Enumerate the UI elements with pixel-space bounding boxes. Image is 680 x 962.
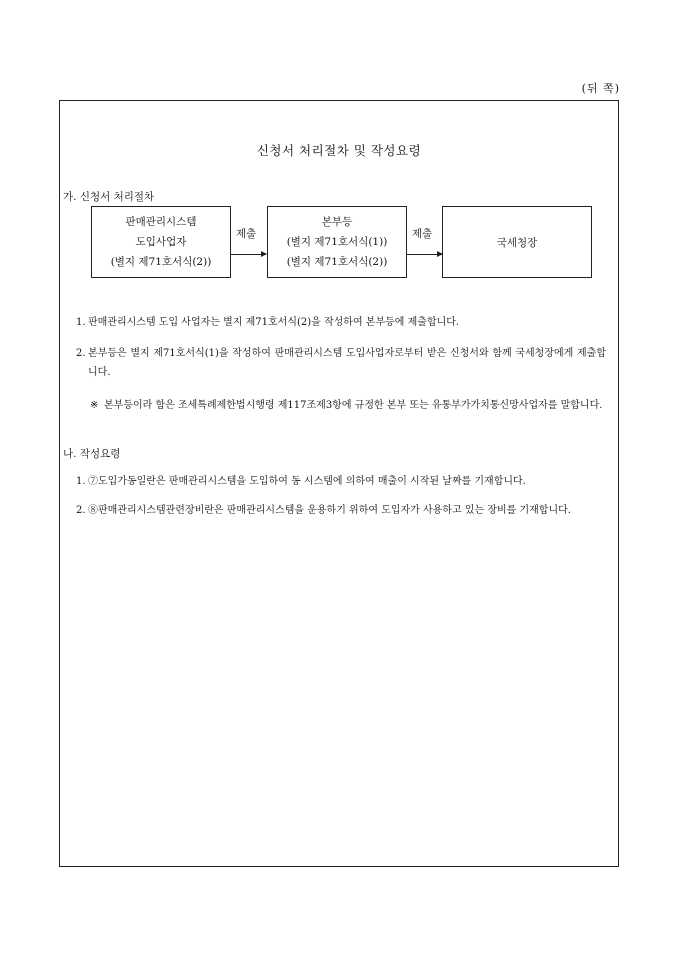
note-text: 본부등이라 함은 조세특례제한법시행령 제117조제3항에 규정한 본부 또는 유통부가가치통신망사업자를 말합니다.	[104, 400, 603, 411]
list-item	[76, 313, 606, 332]
list-item	[76, 472, 606, 491]
section-a-heading: 가. 신청서 처리절차	[63, 191, 155, 203]
document-title: 신청서 처리절차 및 작성요령	[256, 143, 422, 158]
flow-box-applicant-line: 판매관리시스템	[125, 216, 197, 228]
item-text: ⑦도입가동일란은 판매관리시스템을 도입하여 동 시스템에 의하여 매출이 시작된 날짜를 기재합니다.	[88, 476, 526, 487]
flow-box-headquarters	[267, 206, 407, 278]
item-number: 1.	[76, 317, 86, 328]
flow-arrow-2	[407, 254, 442, 255]
flow-box-headquarters-line: (별지 제71호서식(2))	[286, 256, 388, 268]
list-item	[76, 501, 606, 520]
document-frame	[59, 100, 619, 867]
flow-box-nts-commissioner	[442, 206, 592, 278]
item-text: 본부등은 별지 제71호서식(1)을 작성하여 판매관리시스템 도입사업자로부터 받은 신청서와 함께 국세청장에게 제출합니다.	[88, 348, 606, 378]
item-text: 판매관리시스템 도입 사업자는 별지 제71호서식(2)을 작성하여 본부등에 제출합니다.	[88, 317, 460, 328]
arrow-label-submit-2: 제출	[412, 228, 433, 240]
flow-box-headquarters-line: 본부등	[321, 216, 353, 228]
flow-box-headquarters-line: (별지 제71호서식(1))	[286, 236, 388, 248]
item-number: 2.	[76, 505, 86, 516]
note-mark: ※	[90, 400, 99, 411]
flow-arrow-1	[231, 254, 266, 255]
flow-box-applicant	[91, 206, 231, 278]
item-number: 1.	[76, 476, 86, 487]
flow-box-applicant-line: 도입사업자	[135, 236, 187, 248]
arrow-label-submit-1: 제출	[236, 228, 257, 240]
item-number: 2.	[76, 348, 86, 359]
page-side-label: (뒤 쪽)	[581, 82, 620, 95]
list-item	[76, 344, 606, 382]
note	[90, 396, 610, 415]
item-text: ⑧판매관리시스템관련장비란은 판매관리시스템을 운용하기 위하여 도입자가 사용하고 있는 장비를 기재합니다.	[88, 505, 571, 516]
flow-box-nts-line: 국세청장	[496, 237, 538, 249]
flow-box-applicant-line: (별지 제71호서식(2))	[110, 256, 212, 268]
section-b-heading: 나. 작성요령	[63, 448, 121, 460]
